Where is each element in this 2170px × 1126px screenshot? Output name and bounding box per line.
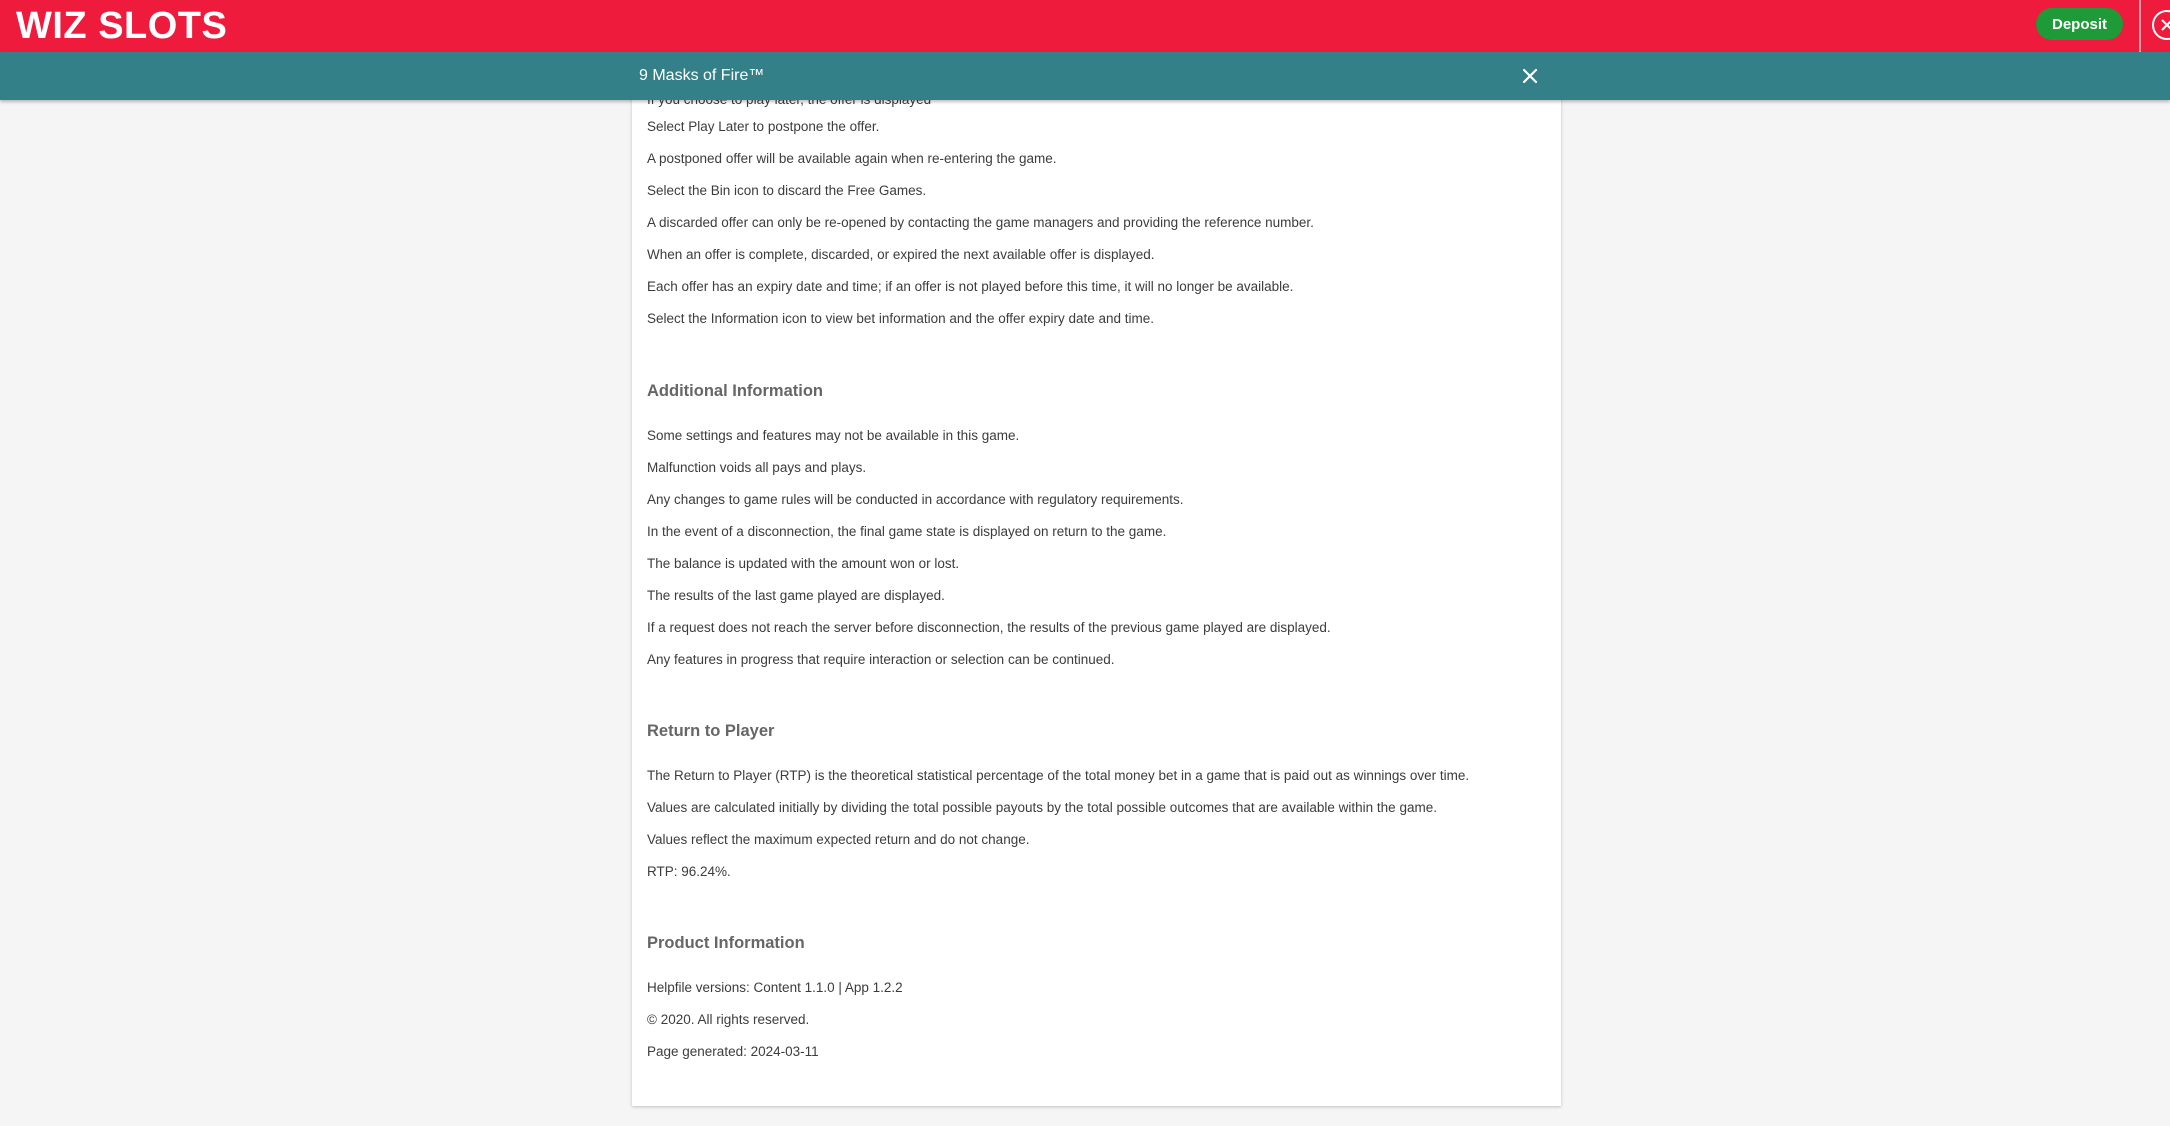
free-games-line: A discarded offer can only be re-opened by contacting the game managers and providing the reference number. xyxy=(647,215,1314,230)
additional-information-heading: Additional Information xyxy=(647,382,823,400)
game-title-bar xyxy=(0,52,2170,100)
page-generated-date: Page generated: 2024-03-11 xyxy=(647,1044,819,1059)
additional-info-line: The balance is updated with the amount won or lost. xyxy=(647,556,960,571)
additional-info-line: Any features in progress that require interaction or selection can be continued. xyxy=(647,652,1115,667)
additional-info-line: The results of the last game played are displayed. xyxy=(647,588,945,603)
rtp-line: Values reflect the maximum expected return and do not change. xyxy=(647,832,1030,847)
additional-info-line: In the event of a disconnection, the final game state is displayed on return to the game. xyxy=(647,524,1167,539)
close-help-button[interactable] xyxy=(1516,62,1544,90)
copyright-text: © 2020. All rights reserved. xyxy=(647,1012,810,1027)
exit-game-button[interactable] xyxy=(2152,10,2170,40)
return-to-player-heading: Return to Player xyxy=(647,722,775,740)
free-games-line: When an offer is complete, discarded, or expired the next available offer is displayed. xyxy=(647,247,1155,262)
brand-logo-text: WIZ SLOTS xyxy=(16,4,228,47)
brand-logo[interactable] xyxy=(16,4,227,48)
additional-info-line: If a request does not reach the server before disconnection, the results of the previous game played are displayed. xyxy=(647,620,1331,635)
helpfile-version: Helpfile versions: Content 1.1.0 | App 1.2.2 xyxy=(647,980,903,995)
topbar-divider xyxy=(2139,0,2141,52)
rtp-value: RTP: 96.24%. xyxy=(647,864,731,879)
free-games-line: A postponed offer will be available again when re-entering the game. xyxy=(647,151,1057,166)
free-games-line: Select the Information icon to view bet information and the offer expiry date and time. xyxy=(647,311,1155,326)
deposit-button[interactable]: Deposit xyxy=(2036,8,2123,40)
additional-info-line: Any changes to game rules will be conducted in accordance with regulatory requirements. xyxy=(647,492,1184,507)
additional-info-line: Some settings and features may not be available in this game. xyxy=(647,428,1020,443)
close-icon xyxy=(1516,62,1544,90)
free-games-line: Select Play Later to postpone the offer. xyxy=(647,119,880,134)
product-information-heading: Product Information xyxy=(647,934,805,952)
rtp-line: The Return to Player (RTP) is the theoretical statistical percentage of the total money bet in a game that is paid out as winnings over time. xyxy=(647,768,1470,783)
free-games-line: Each offer has an expiry date and time; if an offer is not played before this time, it will no longer be available. xyxy=(647,279,1294,294)
help-content-panel[interactable] xyxy=(632,80,1561,1106)
free-games-line: Select the Bin icon to discard the Free Games. xyxy=(647,183,927,198)
game-title: 9 Masks of Fire™ xyxy=(639,67,765,84)
additional-info-line: Malfunction voids all pays and plays. xyxy=(647,460,867,475)
top-bar xyxy=(0,0,2170,52)
rtp-line: Values are calculated initially by dividing the total possible payouts by the total possible outcomes that are available within the game. xyxy=(647,800,1437,815)
close-circle-icon xyxy=(2160,18,2170,32)
